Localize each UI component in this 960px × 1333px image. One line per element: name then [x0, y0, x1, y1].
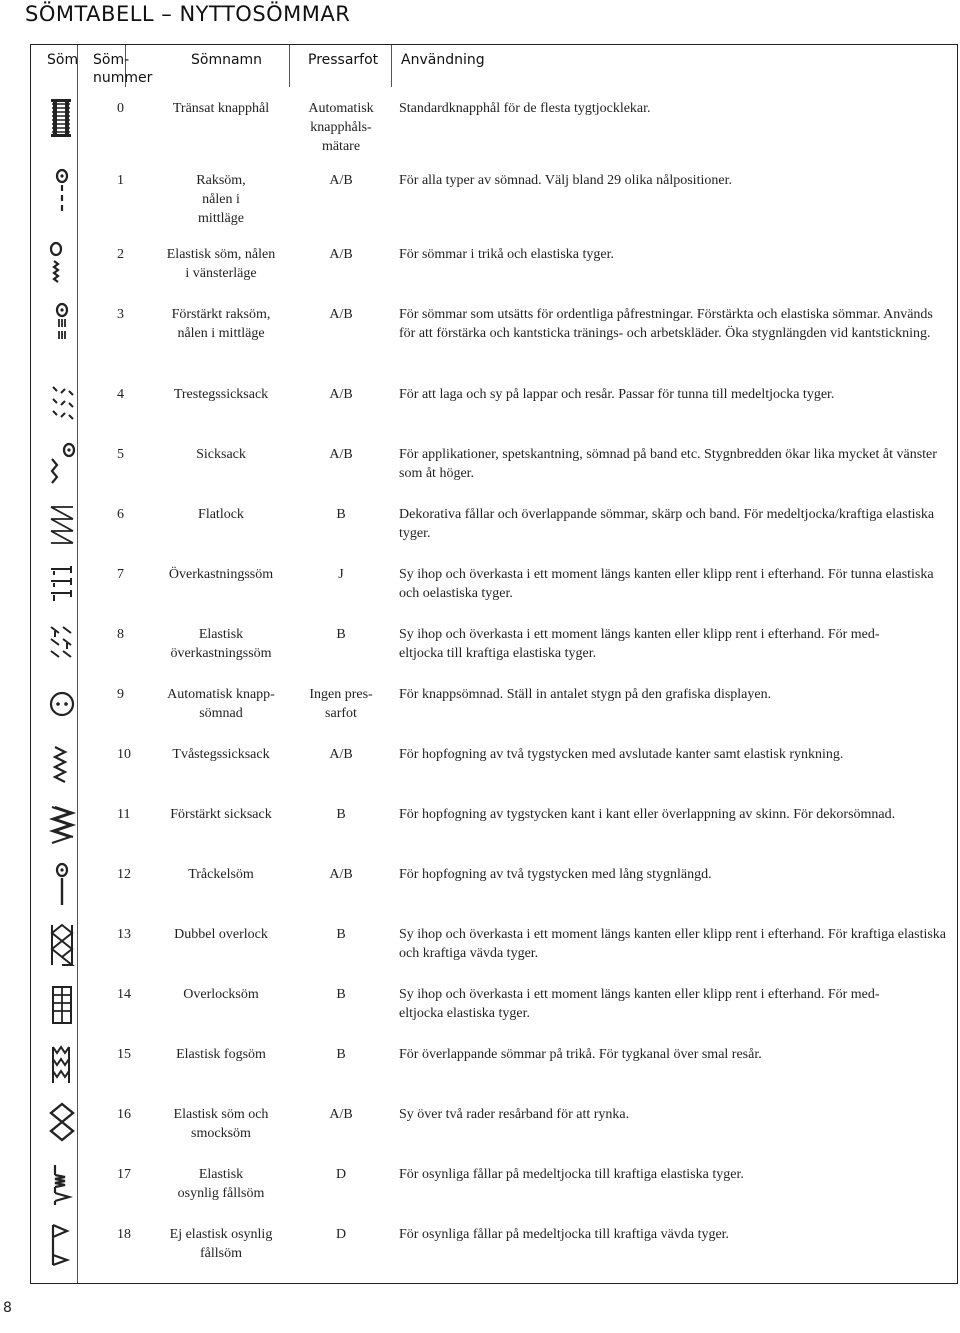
- stretch-stitch-icon: [45, 241, 79, 287]
- stitch-name: Elastisk överkastningssöm: [170, 627, 272, 661]
- presser-foot: J: [338, 567, 344, 582]
- stitch-usage: För överlappande sömmar på trikå. För tygkanal över smal resår.: [399, 1047, 762, 1062]
- page-title: SÖMTABELL – NYTTOSÖMMAR: [25, 2, 351, 26]
- reinforced-zigzag-icon: [45, 801, 79, 847]
- stitch-usage: För osynliga fållar på medeltjocka till kraftiga vävda tyger.: [399, 1227, 730, 1242]
- stitch-name: Elastisk söm och smocksöm: [173, 1107, 269, 1141]
- basting-stitch-icon: [45, 861, 79, 907]
- stitch-usage: För att laga och sy på lappar och resår. Passar för tunna till medeltjocka tyger.: [399, 387, 835, 402]
- stitch-number: 10: [117, 747, 131, 762]
- stitch-number: 12: [117, 867, 131, 882]
- stitch-number: 7: [117, 567, 124, 582]
- stitch-usage: Sy ihop och överkasta i ett moment längs kanten eller klipp rent i efterhand. För med- eltjocka till kraftiga elastiska tyger.: [399, 627, 880, 661]
- double-overlock-icon: [45, 921, 79, 967]
- stitch-name: Elastisk fogsöm: [176, 1047, 266, 1062]
- stitch-usage: För alla typer av sömnad. Välj bland 29 olika nålpositioner.: [399, 173, 732, 188]
- presser-foot: D: [335, 1227, 347, 1242]
- stitch-number: 15: [117, 1047, 131, 1062]
- stitch-name: Trestegssicksack: [173, 387, 269, 402]
- presser-foot: B: [336, 627, 346, 642]
- stitch-name: Ej elastisk osynlig fållsöm: [169, 1227, 273, 1261]
- stitch-number: 6: [117, 507, 124, 522]
- presser-foot: D: [335, 1167, 347, 1182]
- stitch-usage: Sy över två rader resårband för att rynka.: [399, 1107, 630, 1122]
- stitch-name: Förstärkt sicksack: [170, 807, 272, 822]
- presser-foot: Ingen pres- sarfot: [309, 687, 373, 721]
- stitch-name: Flatlock: [198, 507, 244, 522]
- straight-stitch-icon: [45, 167, 79, 213]
- overcast-stitch-icon: [45, 561, 79, 607]
- stitch-usage: Dekorativa fållar och överlappande sömmar, skärp och band. För medeltjocka/kraftiga elastiska tyger.: [399, 507, 935, 541]
- presser-foot: B: [336, 927, 346, 942]
- stitch-number: 17: [117, 1167, 131, 1182]
- stitch-number: 4: [117, 387, 124, 402]
- stitch-usage: Standardknapphål för de flesta tygtjocklekar.: [399, 101, 651, 116]
- header-stitch-number: Söm- nummer: [93, 52, 153, 86]
- stitch-name: Förstärkt raksöm, nålen i mittläge: [171, 307, 271, 341]
- zigzag-stitch-icon: [45, 441, 79, 487]
- stitch-number: 16: [117, 1107, 131, 1122]
- stitch-name: Overlocksöm: [183, 987, 259, 1002]
- presser-foot: A/B: [329, 173, 353, 188]
- presser-foot: A/B: [329, 387, 353, 402]
- stitch-usage: Sy ihop och överkasta i ett moment längs kanten eller klipp rent i efterhand. För tunna elastiska och oelastiska tyger.: [399, 567, 934, 601]
- stitch-name: Automatisk knapp- sömnad: [167, 687, 275, 721]
- stitch-name: Tvåstegssicksack: [172, 747, 270, 762]
- stitch-usage: För knappsömnad. Ställ in antalet stygn på den grafiska displayen.: [399, 687, 772, 702]
- stitch-usage: Sy ihop och överkasta i ett moment längs kanten eller klipp rent i efterhand. För med- eltjocka elastiska tyger.: [399, 987, 880, 1021]
- smocking-stitch-icon: [45, 1101, 79, 1147]
- three-step-zigzag-icon: [45, 381, 79, 427]
- stitch-number: 2: [117, 247, 124, 262]
- presser-foot: A/B: [329, 867, 353, 882]
- elastic-blindhem-icon: [45, 1161, 79, 1207]
- elastic-overcast-stitch-icon: [45, 621, 79, 667]
- presser-foot: Automatisk knapphåls- mätare: [308, 101, 374, 154]
- buttonhole-stitch-icon: [45, 95, 79, 141]
- presser-foot: B: [336, 507, 346, 522]
- two-step-zigzag-icon: [45, 741, 79, 787]
- presser-foot: B: [336, 807, 346, 822]
- stitch-usage: För sömmar i trikå och elastiska tyger.: [399, 247, 615, 262]
- stitch-number: 0: [117, 101, 124, 116]
- stitch-name: Elastisk söm, nålen i vänsterläge: [166, 247, 276, 281]
- overlock-stitch-icon: [45, 981, 79, 1027]
- stitch-number: 13: [117, 927, 131, 942]
- presser-foot: B: [336, 987, 346, 1002]
- stitch-number: 18: [117, 1227, 131, 1242]
- stitch-usage: Sy ihop och överkasta i ett moment längs kanten eller klipp rent i efterhand. För kraftiga elastiska och kraftiga vävda tyger.: [399, 927, 947, 961]
- flatlock-stitch-icon: [45, 501, 79, 547]
- header-stitch-name: Sömnamn: [191, 52, 263, 68]
- stitch-name: Tränsat knapphål: [172, 101, 270, 116]
- stitch-number: 14: [117, 987, 131, 1002]
- presser-foot: A/B: [329, 747, 353, 762]
- stitch-number: 1: [117, 173, 124, 188]
- header-presser-foot: Pressarfot: [308, 52, 379, 68]
- presser-foot: A/B: [329, 1107, 353, 1122]
- stitch-number: 8: [117, 627, 124, 642]
- reinforced-straight-stitch-icon: [45, 301, 79, 347]
- stitch-usage: För osynliga fållar på medeltjocka till kraftiga elastiska tyger.: [399, 1167, 744, 1182]
- stitch-name: Sicksack: [196, 447, 246, 462]
- stitch-usage: För hopfogning av tygstycken kant i kant eller överlappning av skinn. För dekorsömnad.: [399, 807, 896, 822]
- stitch-usage: För hopfogning av två tygstycken med avslutade kanter samt elastisk rynkning.: [399, 747, 844, 762]
- stitch-number: 11: [117, 807, 131, 822]
- stitch-number: 9: [117, 687, 124, 702]
- stitch-usage: För sömmar som utsätts för ordentliga påfrestningar. Förstärkta och elastiska sömmar. Används för att förstärka och kantsticka tränings- och arbetskläder. Öka stygnlängden vid kantstickning.: [399, 307, 933, 341]
- stitch-name: Överkastningssöm: [168, 567, 274, 582]
- woven-blindhem-icon: [45, 1221, 79, 1267]
- stitch-name: Elastisk osynlig fållsöm: [177, 1167, 265, 1201]
- header-stitch: Söm: [47, 52, 79, 68]
- page-number: 8: [3, 1300, 12, 1316]
- stitch-number: 5: [117, 447, 124, 462]
- stitch-usage: För applikationer, spetskantning, sömnad på band etc. Stygnbredden ökar lika mycket åt vänster som åt höger.: [399, 447, 937, 481]
- presser-foot: A/B: [329, 307, 353, 322]
- stitch-number: 3: [117, 307, 124, 322]
- stitch-name: Raksöm, nålen i mittläge: [196, 173, 246, 226]
- table-header: [31, 45, 957, 87]
- presser-foot: A/B: [329, 247, 353, 262]
- stitch-table: [30, 44, 958, 1284]
- stitch-usage: För hopfogning av två tygstycken med lång stygnlängd.: [399, 867, 712, 882]
- presser-foot: A/B: [329, 447, 353, 462]
- elastic-joining-stitch-icon: [45, 1041, 79, 1087]
- stitch-name: Tråckelsöm: [188, 867, 254, 882]
- presser-foot: B: [336, 1047, 346, 1062]
- button-sewing-icon: [45, 681, 79, 727]
- stitch-name: Dubbel overlock: [174, 927, 268, 942]
- header-usage: Användning: [401, 52, 485, 68]
